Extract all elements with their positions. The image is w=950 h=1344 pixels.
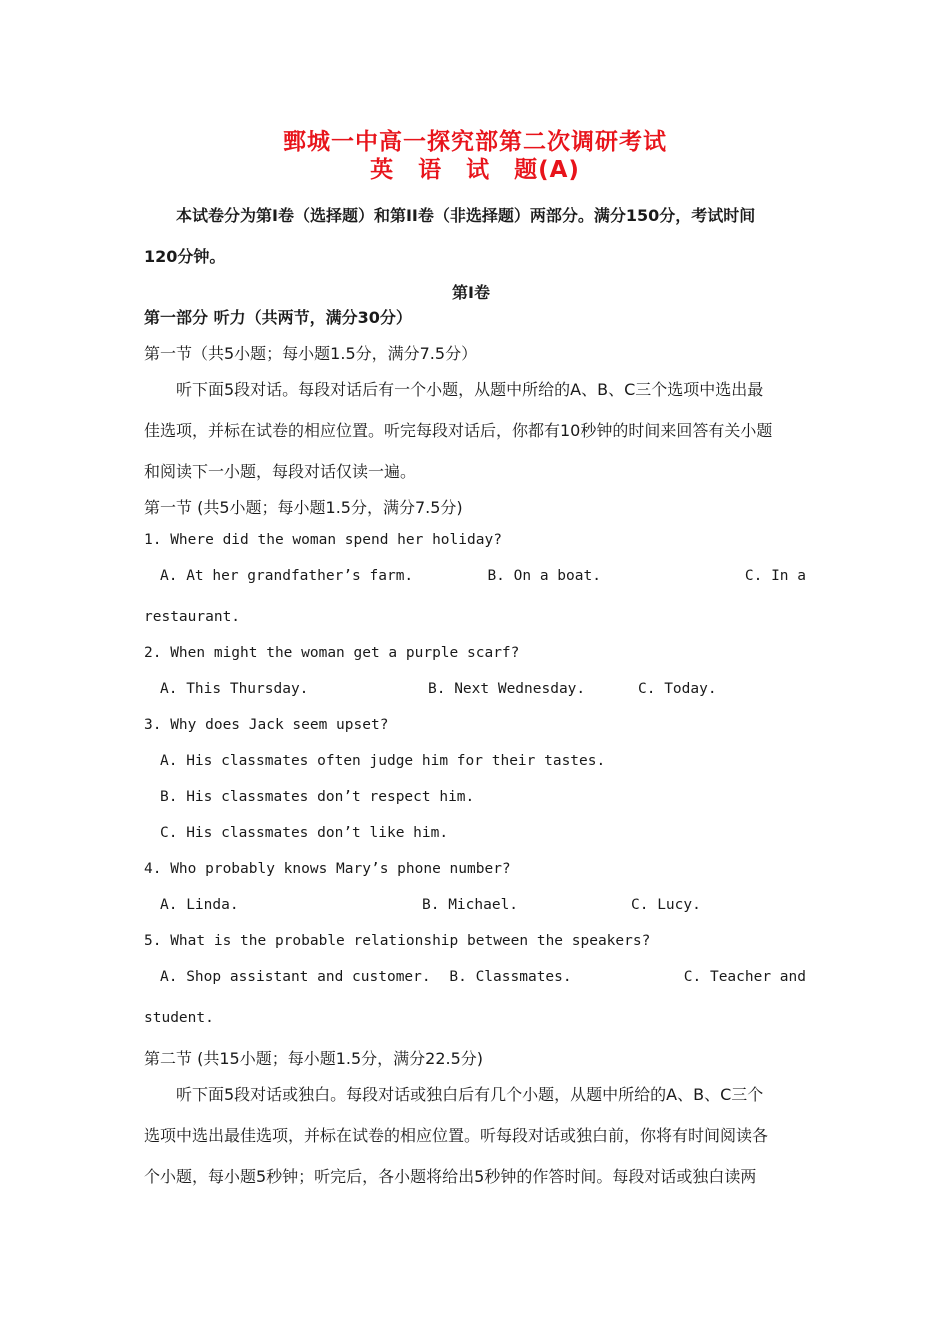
question-1-option-a: A. At her grandfather’s farm. [160, 568, 414, 584]
intro-line-2: 120分钟。 [144, 247, 226, 266]
question-2-option-a: A. This Thursday. [160, 681, 309, 697]
question-4-option-c: C. Lucy. [631, 897, 701, 913]
instructions2-line3: 个小题，每小题5秒钟；听完后，各小题将给出5秒钟的作答时间。每段对话或独白读两 [144, 1167, 757, 1186]
question-5-option-c-wrap: student. [144, 1010, 214, 1026]
volume-heading: 第Ⅰ卷 [452, 283, 490, 302]
question-1-option-c-wrap: restaurant. [144, 609, 241, 625]
question-2-option-c: C. Today. [638, 681, 717, 697]
section1-heading: 第一节（共5小题；每小题1.5分，满分7.5分） [144, 344, 478, 363]
question-5-option-b: B. Classmates. [449, 969, 572, 985]
instructions1-line1: 听下面5段对话。每段对话后有一个小题，从题中所给的A、B、C三个选项中选出最 [176, 380, 764, 399]
instructions2-line2: 选项中选出最佳选项，并标在试卷的相应位置。听每段对话或独白前，你将有时间阅读各 [144, 1126, 769, 1145]
question-3-stem: 3. Why does Jack seem upset? [144, 717, 389, 733]
question-1-options [160, 568, 806, 584]
question-5-options [160, 969, 806, 985]
question-1-stem: 1. Where did the woman spend her holiday? [144, 532, 502, 548]
question-2-option-b: B. Next Wednesday. [428, 681, 586, 697]
part1-heading: 第一部分 听力（共两节，满分30分） [144, 308, 412, 327]
question-1-option-c: C. In a [744, 568, 806, 584]
exam-title: 鄄城一中高一探究部第二次调研考试 [283, 129, 667, 155]
section2-heading: 第二节 (共15小题；每小题1.5分，满分22.5分) [144, 1049, 484, 1068]
question-5-option-a: A. Shop assistant and customer. [160, 969, 431, 985]
exam-subject: 英 语 试 题(A) [370, 157, 580, 183]
question-3-option-a: A. His classmates often judge him for their tastes. [160, 753, 606, 769]
question-3-option-b: B. His classmates don’t respect him. [160, 789, 475, 805]
instructions1-line2: 佳选项，并标在试卷的相应位置。听完每段对话后，你都有10秒钟的时间来回答有关小题 [144, 421, 773, 440]
question-2-stem: 2. When might the woman get a purple scarf? [144, 645, 520, 661]
question-4-stem: 4. Who probably knows Mary’s phone number? [144, 861, 511, 877]
question-5-stem: 5. What is the probable relationship between the speakers? [144, 933, 651, 949]
instructions1-line3: 和阅读下一小题，每段对话仅读一遍。 [144, 462, 417, 481]
instructions2-line1: 听下面5段对话或独白。每段对话或独白后有几个小题，从题中所给的A、B、C三个 [176, 1085, 764, 1104]
question-5-option-c: C. Teacher and [683, 969, 806, 985]
intro-line-1: 本试卷分为第Ⅰ卷（选择题）和第II卷（非选择题）两部分。满分150分，考试时间 [176, 206, 756, 225]
question-4-option-a: A. Linda. [160, 897, 239, 913]
section1-heading-repeat: 第一节 (共5小题；每小题1.5分，满分7.5分) [144, 498, 463, 517]
question-1-option-b: B. On a boat. [487, 568, 601, 584]
question-4-option-b: B. Michael. [422, 897, 519, 913]
question-3-option-c: C. His classmates don’t like him. [160, 825, 449, 841]
